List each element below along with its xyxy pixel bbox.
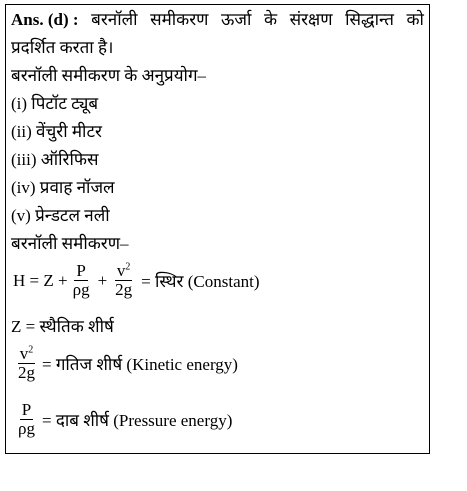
fraction-numerator: P — [21, 400, 32, 419]
equation-lhs: H = Z + — [13, 270, 68, 290]
velocity-fraction — [113, 262, 134, 299]
application-item: (ii) वेंचुरी मीटर — [11, 122, 102, 141]
fraction-numerator — [115, 262, 133, 281]
applications-heading: बरनॉली समीकरण के अनुप्रयोग– — [11, 66, 207, 85]
velocity-symbol: v — [116, 261, 126, 280]
answer-label: Ans. (d) : — [11, 10, 79, 29]
pressure-text: = दाब शीर्ष (Pressure energy) — [41, 411, 233, 430]
fraction-denominator: ρg — [72, 280, 90, 299]
pressure-fraction — [71, 262, 92, 299]
word: सिद्धान्त — [345, 10, 394, 29]
superscript: 2 — [125, 261, 131, 273]
equation-heading: बरनॉली समीकरण– — [11, 234, 129, 253]
application-item: (iv) प्रवाह नॉजल — [11, 178, 115, 197]
fraction-numerator — [18, 345, 36, 364]
word: के — [263, 10, 278, 29]
answer-second-line: प्रदर्शित करता है। — [11, 38, 114, 57]
pressure-head-row — [13, 401, 232, 438]
fraction-denominator: ρg — [18, 419, 35, 438]
answer-first-line — [11, 10, 424, 30]
word: संरक्षण — [289, 10, 333, 29]
fraction-denominator: 2g — [18, 363, 35, 382]
word: ऊर्जा — [221, 10, 252, 29]
fraction-numerator: P — [76, 261, 86, 280]
fraction-denominator: 2g — [115, 280, 133, 299]
application-item: (v) प्रेन्डटल नली — [11, 206, 110, 225]
kinetic-fraction — [16, 345, 37, 382]
velocity-symbol: v — [19, 344, 29, 363]
word: को — [406, 10, 424, 29]
pressure-fraction — [16, 401, 37, 438]
plus-sign: + — [97, 270, 108, 290]
answer-box — [5, 4, 430, 454]
equation-rhs: = स्थिर (Constant) — [141, 272, 260, 291]
application-item: (i) पिटॉट ट्यूब — [11, 94, 99, 113]
application-item: (iii) ऑरिफिस — [11, 150, 99, 169]
word: बरनॉली — [91, 10, 138, 29]
kinetic-head-row — [13, 345, 238, 382]
bernoulli-equation — [13, 262, 260, 299]
z-definition: Z = स्थैतिक शीर्ष — [11, 317, 114, 336]
kinetic-text: = गतिज शीर्ष (Kinetic energy) — [42, 355, 238, 374]
word: समीकरण — [150, 10, 209, 29]
superscript: 2 — [28, 344, 34, 356]
